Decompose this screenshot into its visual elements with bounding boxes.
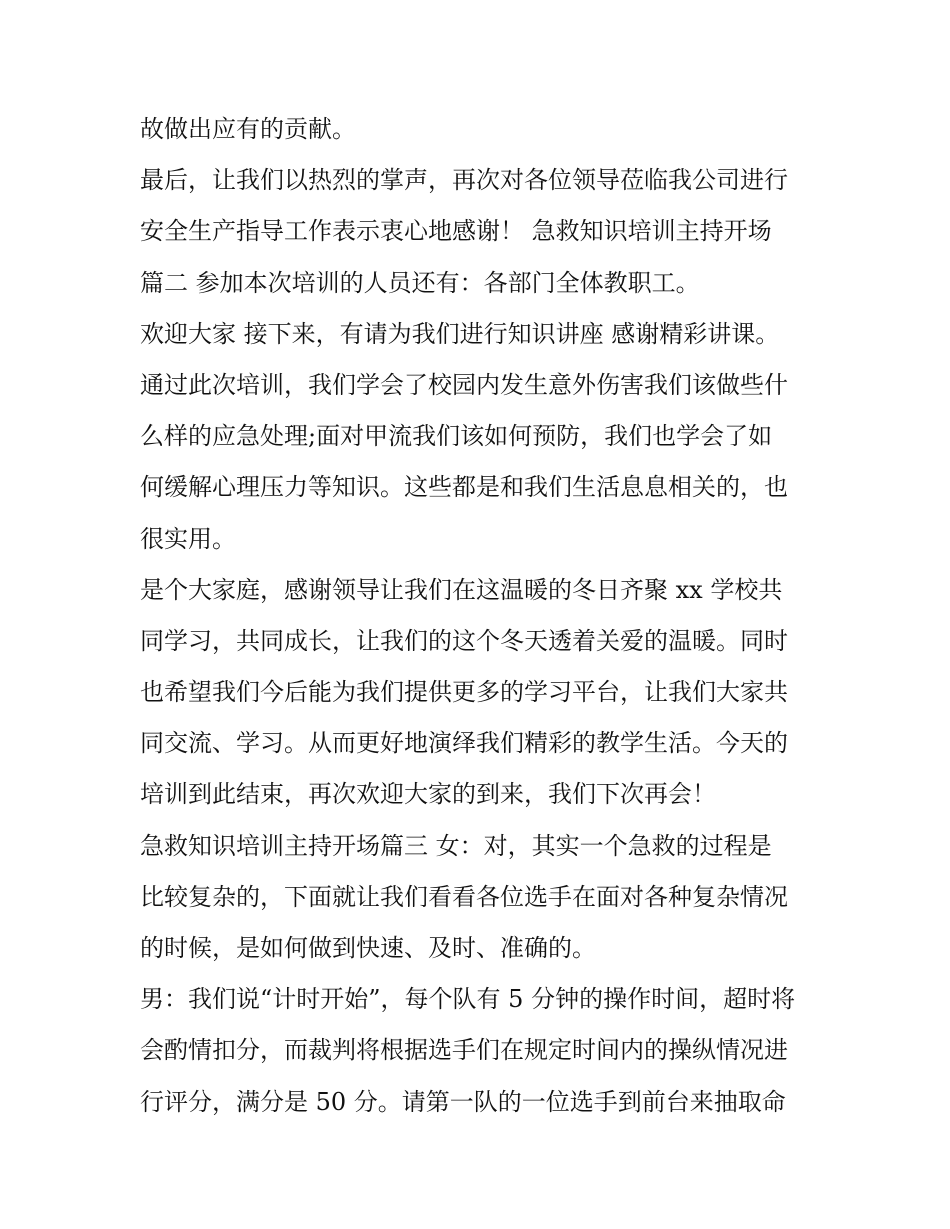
text-line: 故做出应有的贡献。 [140,115,356,143]
text-line: 行评分，满分是 50 分。请第一队的一位选手到前台来抽取命 [140,1087,786,1116]
text-line: 何缓解心理压力等知识。这些都是和我们生活息息相关的，也 [140,473,788,502]
text-line: 急救知识培训主持开场篇三 女：对，其实一个急救的过程是 [140,831,772,860]
text-line: 比较复杂的，下面就让我们看看各位选手在面对各种复杂情况 [140,882,788,911]
text-line: 通过此次培训，我们学会了校园内发生意外伤害我们该做些什 [140,370,788,399]
body-text [140,104,820,1128]
text-line: 么样的应急处理;面对甲流我们该如何预防，我们也学会了如 [140,422,773,451]
text-line: 欢迎大家 接下来，有请为我们进行知识讲座 感谢精彩讲课。 [140,319,780,348]
text-line: 同学习，共同成长，让我们的这个冬天透着关爱的温暖。同时 [140,626,788,655]
text-line: 是个大家庭，感谢领导让我们在这温暖的冬日齐聚 xx 学校共 [140,575,783,604]
text-line: 最后，让我们以热烈的掌声，再次对各位领导莅临我公司进行 [140,166,788,195]
text-line: 培训到此结束，再次欢迎大家的到来，我们下次再会！ [140,780,716,809]
text-line: 同交流、学习。从而更好地演绎我们精彩的教学生活。今天的 [140,729,788,758]
text-line: 的时候，是如何做到快速、及时、准确的。 [140,934,596,962]
text-line: 男：我们说“计时开始”，每个队有 5 分钟的操作时间，超时将 [140,985,796,1014]
text-line: 安全生产指导工作表示衷心地感谢！ 急救知识培训主持开场 [140,217,772,246]
text-line: 篇二 参加本次培训的人员还有：各部门全体教职工。 [140,268,700,297]
text-line: 很实用。 [140,524,236,553]
text-line: 也希望我们今后能为我们提供更多的学习平台，让我们大家共 [140,678,788,707]
text-line: 会酌情扣分，而裁判将根据选手们在规定时间内的操纵情况进 [140,1036,788,1065]
